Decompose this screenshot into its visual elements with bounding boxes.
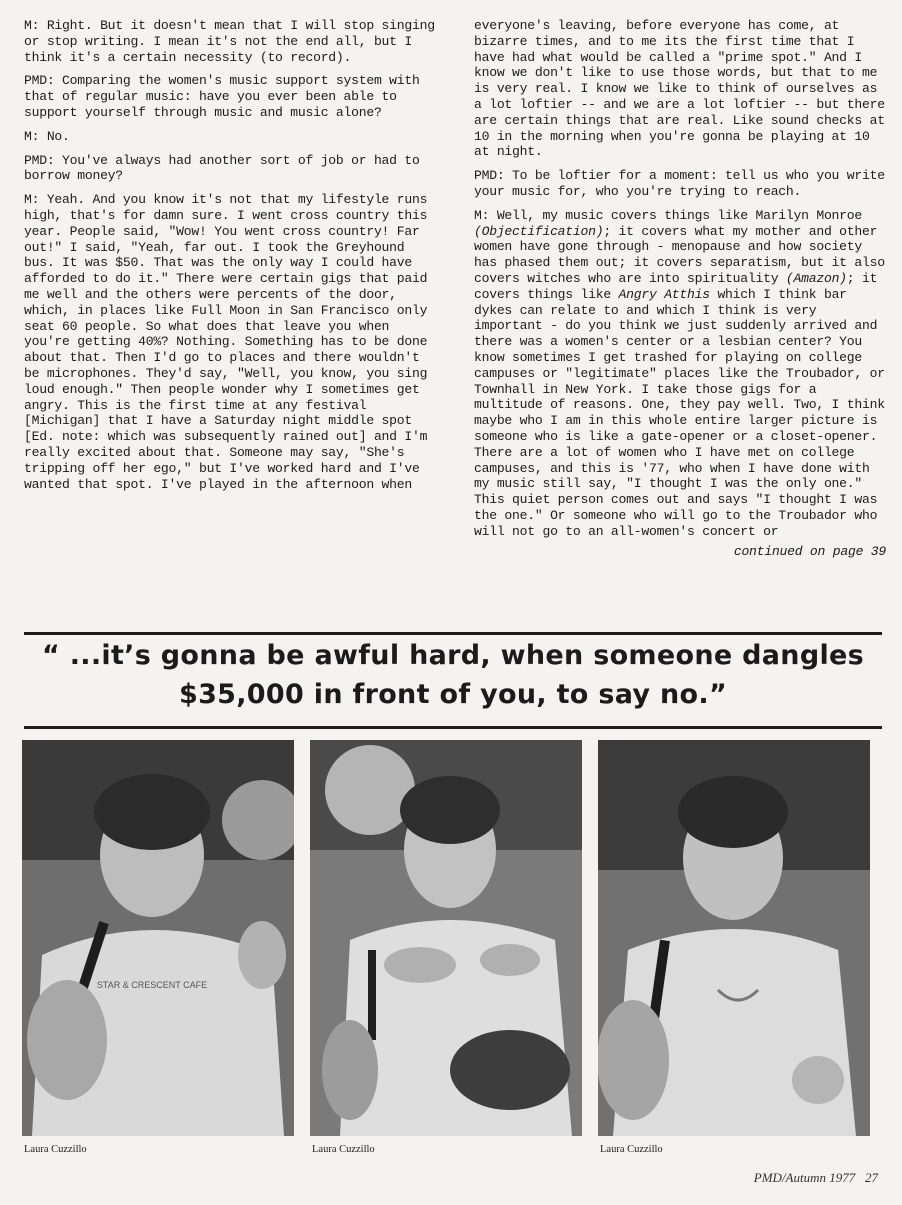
paragraph: PMD: To be loftier for a moment: tell us who you write your music for, who you're trying to reach.: [474, 168, 885, 199]
paragraph: PMD: You've always had another sort of job or had to borrow money?: [24, 152, 420, 184]
paragraph: M: Well, my music covers things like Marilyn Monroe (Objectification); it covers what my mother and other women have gone through - menopause and how society has phased them out; it covers separatism, but it also covers witches who are into spirituality (Amazon); it covers things like Angry Atthis which I think bar dykes can relate to and which I think is very important - do you think we just suddenly arrived and there was a women's center or a lesbian center? You know sometimes I get trashed for playing on college campuses or "legitimate" places like the Troubador, or Townhall in New York. I take those gigs for a multitude of reasons. One, they pay well. Two, I think maybe who I am in this whole entire larger picture is someone who is like a gate-opener or a closet-opener. There are a lot of women who I have met on college campuses, and this is '77, who when I have done with my music still say, "I thought I was the only one." This quiet person comes out and says "I thought I was the one." Or someone who will go to the Troubador who will not go to an all-women's concert or: [474, 207, 885, 539]
song-title: Angry Atthis: [618, 286, 710, 302]
page-number: 27: [865, 1170, 878, 1185]
portrait-photo: [22, 740, 294, 1136]
photo-3: [598, 740, 870, 1136]
photo-caption: Laura Cuzzillo: [312, 1144, 375, 1155]
paragraph: everyone's leaving, before everyone has come, at bizarre times, and to me its the first time that I have had what would be called a "prime spot." And I know we don't like to use those words, but that to me is very real. I know we like to think of ourselves as a lot loftier -- and we are a lot loftier -- but there are certain things that are real. Like sound checks at 10 in the morning when you're gonna be playing at 10 at night.: [474, 18, 885, 160]
song-title: (Objectification): [474, 223, 604, 239]
photo-1: [22, 740, 294, 1136]
right-text-column: [474, 18, 886, 559]
issue-label: PMD/Autumn 1977: [753, 1170, 856, 1185]
paragraph: PMD: Comparing the women's music support system with that of regular music: have you ever been able to support yourself through music and music alone?: [24, 73, 420, 120]
photo-2: [310, 740, 582, 1136]
top-rule: [24, 632, 882, 635]
portrait-photo: [598, 740, 870, 1136]
page-footer: [754, 1170, 878, 1186]
bottom-rule: [24, 726, 882, 729]
paragraph: M: No.: [24, 128, 70, 144]
shirt-text: STAR & CRESCENT CAFE: [96, 980, 208, 990]
portrait-photo: [310, 740, 582, 1136]
song-title: (Amazon): [785, 270, 847, 286]
left-text-column: [24, 18, 442, 500]
paragraph: M: Yeah. And you know it's not that my lifestyle runs high, that's for damn sure. I went cross country this year. People said, "Wow! You went cross country! Far out!" I said, "Yeah, far out. I took the Greyhound bus. It was $50. That was the only way I could have afforded to do it." There were certain gigs that paid me well and the others were percents of the door, which, in places like Full Moon in San Francisco only seat 60 people. So what does that leave you when you're getting 40%? Nothing. Something has to be done about that. Then I'd go to places and there wouldn't be microphones. They'd say, "Well, you know, you sing loud enough." Then people wonder why I sometimes get angry. This is the first time at any festival [Michigan] that I have a Saturday night middle spot [Ed. note: which was subsequently rained out] and I'm really excited about that. Someone may say, "She's tripping off her ego," but I've worked hard and I've wanted that spot. I've played in the afternoon when: [24, 192, 428, 492]
continued-note: continued on page 39: [733, 543, 886, 559]
pull-quote-line: $35,000 in front of you, to say no.”: [178, 679, 727, 710]
pull-quote: [24, 636, 882, 714]
photo-caption: Laura Cuzzillo: [24, 1144, 87, 1155]
pull-quote-line: “ ...it’s gonna be awful hard, when someone dangles: [42, 640, 864, 671]
paragraph: M: Right. But it doesn't mean that I will stop singing or stop writing. I mean it's not the end all, but I think it's a certain necessity (to record).: [24, 18, 435, 65]
photo-caption: Laura Cuzzillo: [600, 1144, 663, 1155]
